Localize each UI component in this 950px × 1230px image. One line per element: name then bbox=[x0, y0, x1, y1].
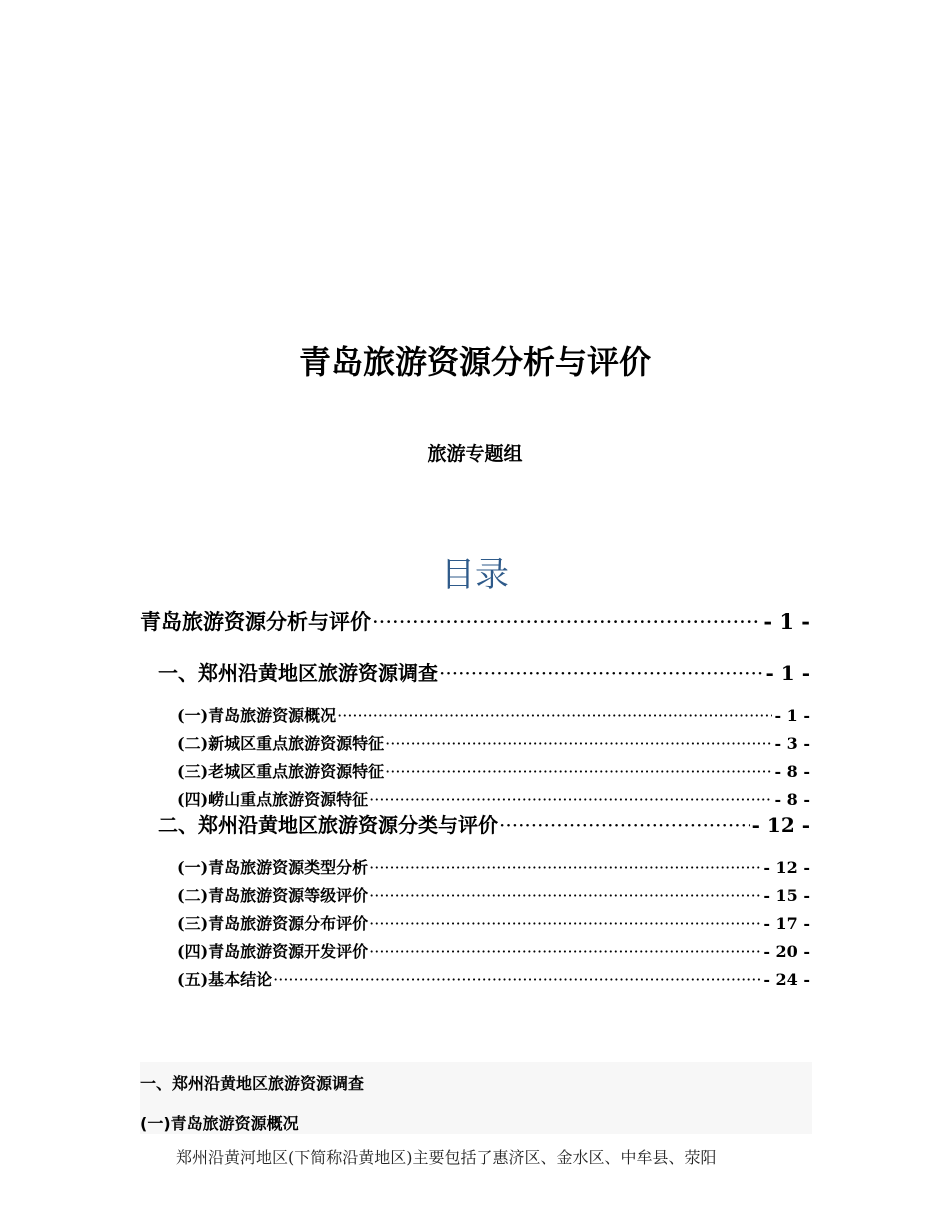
toc-entry-label: (三)老城区重点旅游资源特征 bbox=[177, 762, 385, 781]
toc-dot-leader bbox=[369, 884, 761, 908]
toc-dot-leader bbox=[439, 659, 764, 687]
toc-dot-leader bbox=[385, 760, 772, 784]
toc-entry-page: - 1 - bbox=[774, 706, 810, 725]
toc-entry-label: (三)青岛旅游资源分布评价 bbox=[177, 914, 369, 933]
toc-dot-leader bbox=[369, 912, 761, 936]
toc-heading: 目录 bbox=[441, 555, 509, 595]
toc-entry-subsection[interactable] bbox=[177, 912, 810, 936]
toc-entry-label: (四)青岛旅游资源开发评价 bbox=[177, 942, 369, 961]
toc-entry-label: 二、郑州沿黄地区旅游资源分类与评价 bbox=[158, 813, 498, 837]
toc-entry-page: - 3 - bbox=[774, 734, 810, 753]
toc-dot-leader bbox=[385, 732, 772, 756]
toc-entry-label: (五)基本结论 bbox=[177, 970, 273, 989]
toc-entry-subsection[interactable] bbox=[177, 788, 810, 812]
toc-dot-leader bbox=[273, 968, 761, 992]
subsection-heading: (一)青岛旅游资源概况 bbox=[140, 1114, 299, 1133]
toc-entry-page: - 24 - bbox=[763, 970, 810, 989]
toc-entry-page: - 1 - bbox=[765, 661, 810, 685]
toc-dot-leader bbox=[372, 607, 761, 637]
toc-entry-page: - 17 - bbox=[763, 914, 810, 933]
toc-entry-subsection[interactable] bbox=[177, 940, 810, 964]
toc-entry-label: (四)崂山重点旅游资源特征 bbox=[177, 790, 369, 809]
toc-entry-page: - 12 - bbox=[763, 858, 810, 877]
toc-entry-label: (一)青岛旅游资源概况 bbox=[177, 706, 337, 725]
toc-entry-label: 青岛旅游资源分析与评价 bbox=[140, 609, 371, 634]
toc-entry-page: - 8 - bbox=[774, 762, 810, 781]
toc-dot-leader bbox=[499, 811, 750, 839]
toc-entry-page: - 12 - bbox=[751, 813, 810, 837]
toc-entry-section-2[interactable] bbox=[158, 811, 810, 839]
section-heading: 一、郑州沿黄地区旅游资源调查 bbox=[140, 1074, 365, 1093]
body-paragraph: 郑州沿黄河地区(下简称沿黄地区)主要包括了惠济区、金水区、中牟县、荥阳 bbox=[176, 1148, 717, 1167]
toc-entry-subsection[interactable] bbox=[177, 760, 810, 784]
toc-dot-leader bbox=[369, 856, 761, 880]
toc-entry-title[interactable] bbox=[140, 607, 810, 637]
toc-entry-label: (一)青岛旅游资源类型分析 bbox=[177, 858, 369, 877]
toc-entry-subsection[interactable] bbox=[177, 704, 810, 728]
toc-entry-subsection[interactable] bbox=[177, 968, 810, 992]
toc-entry-page: - 1 - bbox=[763, 609, 810, 634]
document-subtitle: 旅游专题组 bbox=[427, 443, 523, 465]
toc-entry-page: - 20 - bbox=[763, 942, 810, 961]
toc-entry-subsection[interactable] bbox=[177, 884, 810, 908]
toc-entry-subsection[interactable] bbox=[177, 856, 810, 880]
toc-dot-leader bbox=[369, 788, 772, 812]
toc-entry-section-1[interactable] bbox=[158, 659, 810, 687]
toc-entry-subsection[interactable] bbox=[177, 732, 810, 756]
document-title: 青岛旅游资源分析与评价 bbox=[298, 343, 651, 381]
toc-entry-page: - 15 - bbox=[763, 886, 810, 905]
toc-entry-label: (二)新城区重点旅游资源特征 bbox=[177, 734, 385, 753]
toc-dot-leader bbox=[369, 940, 761, 964]
toc-entry-label: 一、郑州沿黄地区旅游资源调查 bbox=[158, 661, 438, 685]
toc-entry-page: - 8 - bbox=[774, 790, 810, 809]
toc-dot-leader bbox=[337, 704, 772, 728]
toc-entry-label: (二)青岛旅游资源等级评价 bbox=[177, 886, 369, 905]
